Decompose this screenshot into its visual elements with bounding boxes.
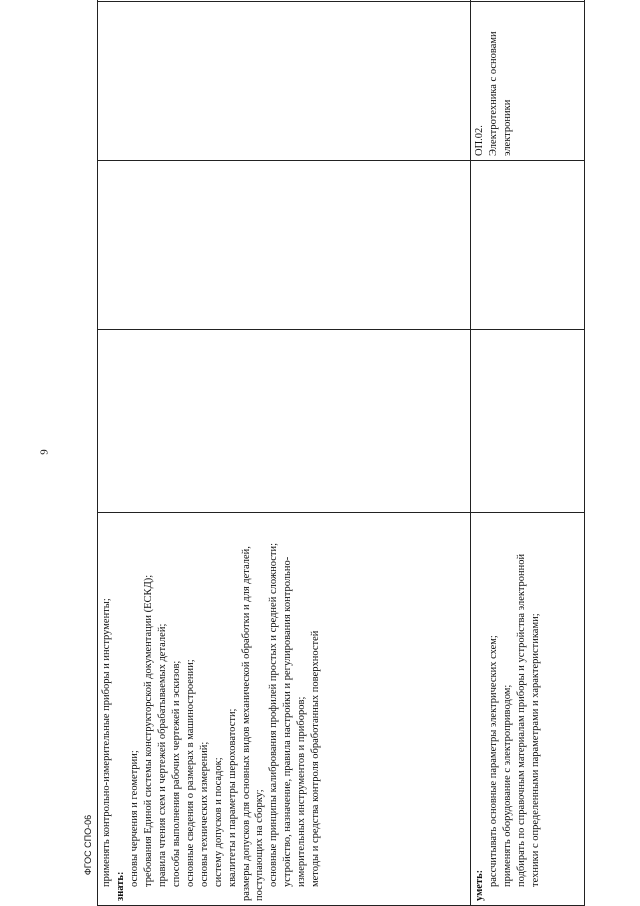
standards-table <box>97 0 585 906</box>
competencies-cell <box>98 0 471 2</box>
requirement-item: правила чтения схем и чертежей обрабатываемых деталей; <box>156 623 168 887</box>
requirement-item: размеры допусков для основных видов механической обработки и для деталей, поступающих на сборку; <box>240 546 266 901</box>
requirements-cell <box>471 513 585 906</box>
page-number: 9 <box>38 449 51 455</box>
discipline-cell <box>471 2 585 161</box>
requirement-item: основные сведения о размерах в машиностроении; <box>184 659 196 887</box>
requirement-item: рассчитывать основные параметры электрических схем; <box>487 635 499 887</box>
requirement-item: применять контрольно-измерительные приборы и инструменты; <box>101 598 112 887</box>
requirement-item: основы черчения и геометрии; <box>128 750 140 887</box>
table-row <box>471 0 585 906</box>
requirement-item: методы и средства контроля обработанных поверхностей <box>310 630 322 887</box>
requirement-item: основные принципы калибрования профилей простых и средней сложности; <box>268 542 280 887</box>
requirement-item: подбирать по справочным материалам приборы и устройства электронной техники с определенными параметрами и характеристиками; <box>515 553 541 887</box>
requirement-item: основы технических измерений; <box>198 741 210 887</box>
requirement-item: систему допусков и посадок; <box>212 757 224 887</box>
discipline-cell <box>98 2 471 161</box>
requirements-list <box>100 517 323 901</box>
standards-table-rotated <box>97 31 584 906</box>
requirement-item: применять оборудование с электроприводом; <box>501 684 513 887</box>
requirement-item: квалитеты и параметры шероховатости; <box>226 708 238 887</box>
competencies-cell <box>471 0 585 2</box>
section-heading: знать: <box>114 871 126 901</box>
hours-max-cell <box>471 330 585 513</box>
requirements-list <box>473 517 543 901</box>
requirements-cell <box>98 513 471 906</box>
discipline-code: ОП.02. <box>474 125 485 156</box>
hours-max-cell <box>98 330 471 513</box>
table-row <box>98 0 471 906</box>
footer-standard-code: ФГОС СПО-06 <box>83 814 93 876</box>
requirement-item: способы выполнения рабочих чертежей и эскизов; <box>170 660 182 887</box>
requirement-item: устройство, назначение, правила настройки и регулирования контрольно-измерительных инструментов и приборов; <box>282 556 308 887</box>
hours-class-cell <box>471 161 585 330</box>
discipline-name: Электротехника с основами электроники <box>487 31 513 156</box>
section-heading: уметь: <box>474 869 485 901</box>
hours-class-cell <box>98 161 471 330</box>
standards-table-container <box>97 31 584 906</box>
requirement-item: требования Единой системы конструкторской документации (ЕСКД); <box>142 574 154 887</box>
